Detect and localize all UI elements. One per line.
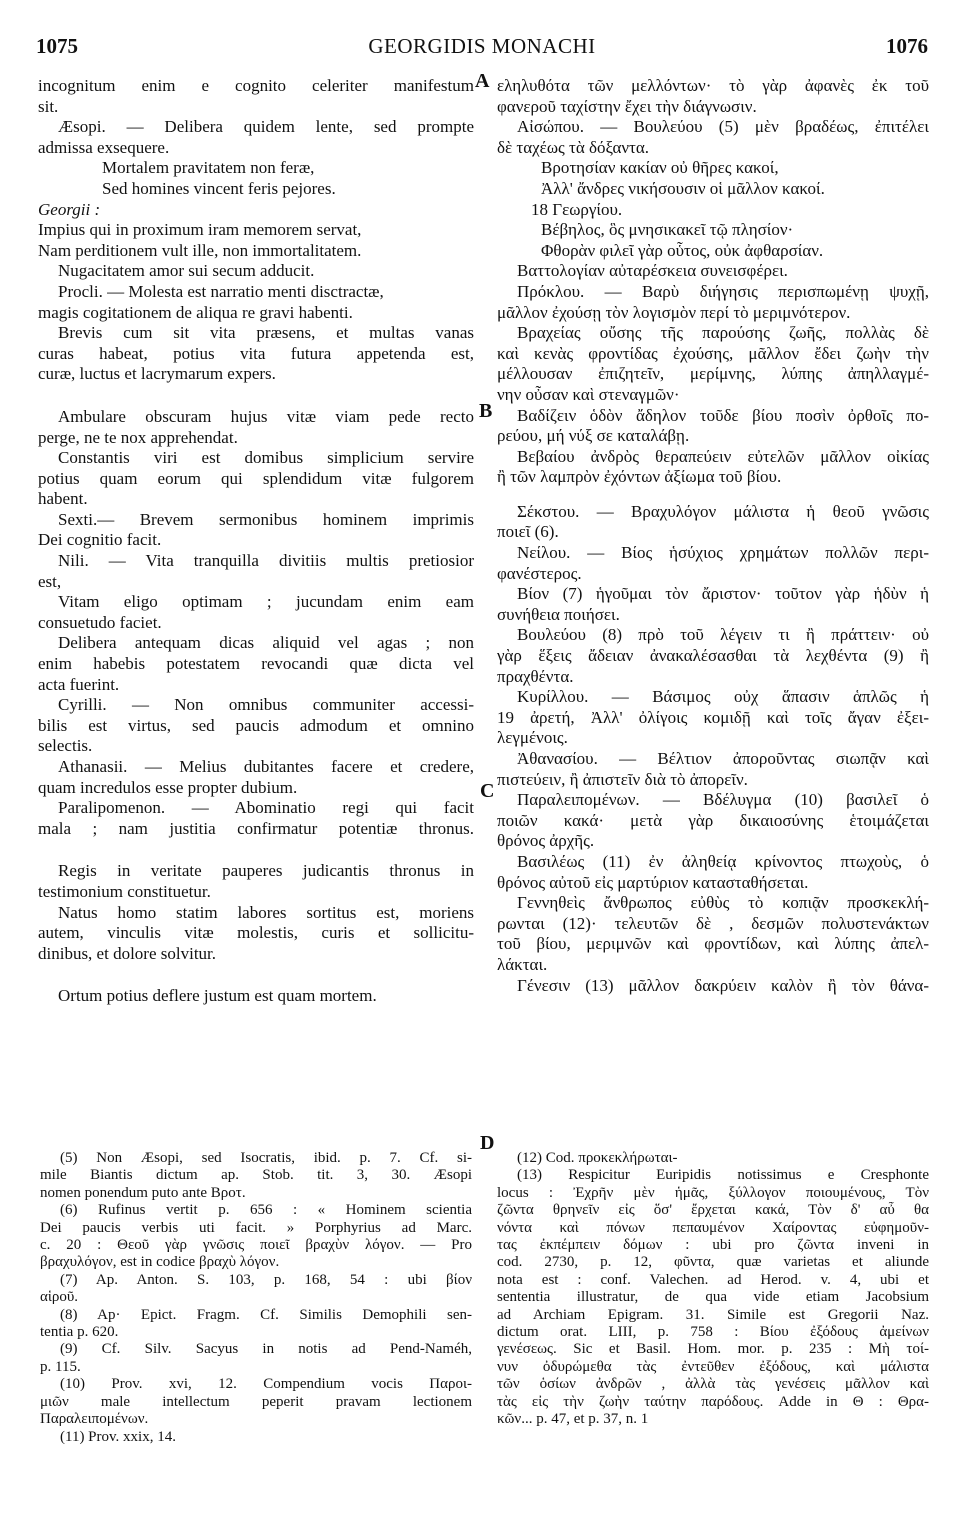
section-marker-b: B [479,400,493,422]
text-line: Nili. — Vita tranquilla divitiis multis pretiosior [58,551,474,571]
footnote-line: dictum orat. LIII, p. 758 : Βίου ἐξόδους ἀμείνων [497,1324,929,1341]
text-line: μᾶλλον ἐχούσῃ τὸν λογισμὸν περί τὸ μεριμνότερον. [497,302,851,322]
footnote-line: (9) Cf. Silv. Sacyus in notis ad Pend-Naméh, [60,1341,472,1358]
footnote-line: (8) Ap· Epict. Fragm. Cf. Similis Demophili sen- [60,1306,472,1323]
footnote-line: ad Archiam Epigram. 31. Simile est Gregorii Naz. [497,1306,929,1323]
text-line: ἢ τῶν λαμπρὸν ἐχόντων ἀξίωμα τοῦ βίου. [497,467,782,487]
text-line: καὶ κενὰς φροντίδας ἐχούσης, μᾶλλον ἔδει ζωὴν τὴν [497,343,929,363]
footnote-line: sententia illustratur, de qua vide etiam Jacobsium [497,1289,929,1306]
text-line: λεγμένοις. [497,728,568,748]
text-line: Κυρίλλου. — Βάσιμος οὐχ ἅπασιν ἁπλῶς ἡ [517,687,929,707]
text-line: δὲ ταχέως τὰ δόξαντα. [497,137,650,157]
text-line: est, [38,571,62,591]
text-line: sit. [38,96,59,116]
text-line: habent. [38,489,88,509]
text-line: testimonium constituetur. [38,881,211,901]
text-line: Regis in veritate pauperes judicantis thronus in [58,861,474,881]
text-line: πιστεύειν, ἢ ἀπιστεῖν διὰ τὸ ἀπορεῖν. [497,769,748,789]
text-line: Βαττολογίαν αὐταρέσκεια συνεισφέρει. [517,261,788,281]
text-line: λάκται. [497,954,548,974]
footnote-line: c. 20 : Θεοῦ γὰρ γνῶσις ποιεῖ βραχὺν λόγον. — Pro [40,1237,472,1254]
text-line: Dei cognitio facit. [38,530,162,550]
text-line: Delibera antequam dicas aliquid vel agas ; non [58,633,474,653]
text-line: Sexti.— Brevem sermonibus hominem imprimis [58,509,474,529]
text-line: ποιεῖ (6). [497,522,559,542]
text-line: Γένεσιν (13) μᾶλλον δακρύειν καλὸν ἢ τὸν θάνα- [517,975,929,995]
greek-column [497,76,929,996]
running-header [36,34,928,62]
footnote-line: ζῶντα θρηνεῖν εἰς ὅσ' ἔρχεται κακά, Τὸν δ' αὖ θα [497,1202,929,1219]
text-line: Αἰσώπου. — Βουλεύου (5) μὲν βραδέως, ἐπιτέλει [517,117,929,137]
footnote-line: (12) Cod. προκεκλήρωται- [517,1150,678,1166]
footnote-line: tentia p. 620. [40,1324,119,1341]
text-line: Νείλου. — Βίος ἡσύχιος χρημάτων πολλῶν περι- [517,543,929,563]
text-line: magis cogitationem de aliqua re gravi habenti. [38,302,353,322]
footnote-line: (7) Ap. Anton. S. 103, p. 168, 54 : ubi βίον [60,1271,472,1288]
footnote-line: locus : Ἐχρῆν μὲν ἡμᾶς, ξύλλογον ποιουμένους, Τὸν [497,1184,929,1201]
text-line: enim habebis potestatem revocandi quæ dicta vel [38,654,474,674]
footnote-line: mile Biantis dictum ap. Stob. tit. 3, 30. Æsopi [40,1167,472,1184]
text-line: selectis. [38,736,93,756]
text-line: Βουλεύου (8) πρὸ τοῦ λέγειν τι ἢ πράττειν· οὐ [517,625,929,645]
text-line: πραχθέντα. [497,666,574,686]
paragraph-gap [497,488,929,502]
paragraph-gap [38,385,474,407]
text-line: Σέκστου. — Βραχυλόγον μάλιστα ἡ θεοῦ γνῶσις [517,501,929,521]
text-line: συνήθεια ποιήσει. [497,604,620,624]
text-line: Nugacitatem amor sui secum adducit. [58,261,315,281]
footnote-line: γενέσεως. Sic et Basil. Hom. mor. p. 235 : Μὴ τοί- [497,1341,929,1358]
text-line: Constantis viri est domibus simplicium servire [58,448,474,468]
footnote-line: τὰς εἰς τὴν ζωὴν ταύτην παρόδους. Adde in Θ : Θρα- [497,1393,929,1410]
text-line: Athanasii. — Melius dubitantes facere et credere, [58,757,474,776]
text-line: θρόνος ἀρχῆς. [497,831,595,851]
footnotes-left [40,1150,472,1446]
section-marker-c: C [480,780,495,802]
text-line: φανεροῦ ταχίστην ἔχει τὴν διάγνωσιν. [497,96,757,116]
text-line: εληλυθότα τῶν μελλόντων· τὸ γὰρ ἀφανὲς ἐκ τοῦ [497,76,929,95]
running-title: GEORGIDIS MONACHI [368,34,596,58]
text-line: Natus homo statim labores sortitus est, moriens [58,902,474,922]
text-line: ρεύου, μή νύξ σε καταλάβῃ. [497,426,690,446]
footnote-line: τῶν ὁσίων ἀνδρῶν , ἀλλὰ τὰς γενέσεις μᾶλλον καὶ [497,1376,929,1393]
text-line: consuetudo faciet. [38,612,162,632]
text-line: Vitam eligo optimam ; jucundam enim eam [58,592,474,612]
footnote-line: (10) Prov. xvi, 12. Compendium vocis Παροι- [60,1376,472,1393]
text-line: νην οὖσαν καὶ στεναγμῶν· [497,384,680,404]
paragraph-gap [38,964,474,986]
text-line: autem, vinculis vitæ molestis, curis et sollicitu- [38,923,474,943]
text-line: Sed homines vincent feris pejores. [102,178,336,198]
text-line: potius quam eorum qui splendidum vitæ fulgorem [38,468,474,488]
footnote-line: nota est : conf. Valechen. ad Herod. v. 4, ubi et [497,1271,929,1288]
footnote-line: νυν ὀδυρώμεθα τὰς ἐντεῦθεν ἐξόδους, καὶ μάλιστα [497,1358,929,1375]
text-line: bilis est virtus, sed paucis admodum et omnino [38,715,474,735]
text-line: Ortum potius deflere justum est quam mortem. [58,986,377,1006]
latin-column [38,76,474,1007]
paragraph-gap [38,839,474,861]
footnote-line: Dei paucis verbis uti facit. » Porphyrius ad Marc. [40,1219,472,1236]
footnote-line: (5) Non Æsopi, sed Isocratis, ibid. p. 7. Cf. si- [60,1150,472,1166]
footnote-line: (6) Rufinus vertit p. 656 : « Hominem scientia [60,1202,472,1219]
page-number-left: 1075 [36,34,78,58]
text-line: Πρόκλου. — Βαρὺ διήγησις περισπωμένῃ ψυχῇ, [517,281,929,301]
text-line: admissa exsequere. [38,137,170,157]
footnote-line: αἱροῦ. [40,1289,79,1306]
text-line: perge, ne te nox apprehendat. [38,427,238,447]
text-line: Mortalem pravitatem non feræ, [102,158,315,178]
text-line: Βεβαίου ἀνδρὸς θεραπεύειν εὐτελῶν μᾶλλον οἰκίας [517,446,929,466]
text-line: dinibus, et dolore solvitur. [38,943,217,963]
text-line: μέλλουσαν ἐπιζητεῖν, μερίμνης, λύπης ἀπηλλαγμέ- [497,364,929,384]
text-line: θρόνος αὐτοῦ εἰς μαρτύριον κατασταθήσεται. [497,872,809,892]
text-line: φανέστερος. [497,563,582,583]
footnote-line: cod. 2730, p. 12, φῦντα, quæ varietas et aliunde [497,1254,929,1271]
text-line: Georgii : [38,199,101,219]
text-line: Βαδίζειν ὁδὸν ἄδηλον τοῦδε βίου ποσὶν ὀρθοῖς πο- [517,405,929,425]
text-line: ρωνται (12)· τελευτῶν δὲ , δεσμῶν πολυστενάκτων [497,913,929,933]
text-line: Ἀλλ' ἄνδρες νικήσουσιν οἱ μᾶλλον κακοί. [541,178,825,198]
text-line: Βασιλέως (11) ἐν ἀληθείᾳ κρίνοντος πτωχοὺς, ὁ [517,851,929,871]
footnote-line: Παραλειπομένων. [40,1411,149,1428]
footnote-line: (11) Prov. xxix, 14. [60,1428,176,1445]
footnote-line: μιῶν male intellectum peperit pravam lectionem [40,1393,472,1410]
text-line: curas habeat, potius vita futura appetenda est, [38,343,474,363]
footnote-line: βραχυλόγον, est in codice βραχὺ λόγον. [40,1254,280,1271]
text-line: Βίον (7) ἡγοῦμαι τὸν ἄριστον· τοῦτον γὰρ ἡδὺν ἡ [517,584,929,604]
text-line: Nam perditionem vult ille, non immortalitatem. [38,240,362,260]
footnote-line: τας ἐκπέμπειν δόμων : ubi pro ζῶντα inveni in [497,1237,929,1254]
text-line: mala ; nam justitia confirmatur potentiæ thronus. [38,818,474,838]
text-line: γὰρ ἕξεις ἄδειαν ἀνακαλέσασθαι τὰ λεχθέντα (9) ἢ [497,646,929,666]
text-line: Φθορὰν φιλεῖ γὰρ οὗτος, οὐκ ἀφθαρσίαν. [541,240,824,260]
text-line: Ambulare obscuram hujus vitæ viam pede recto [58,406,474,426]
text-line: Æsopi. — Delibera quidem lente, sed prompte [58,117,474,137]
text-line: acta fuerint. [38,674,120,694]
text-line: curæ, luctus et lacrymarum expers. [38,364,276,384]
text-line: Γεννηθεὶς ἄνθρωπος εὐθὺς τὸ κοπιᾷν προσκεκλή- [517,893,929,913]
text-line: Brevis cum sit vita præsens, et multas vanas [58,323,474,343]
text-line: Procli. — Molesta est narratio menti disctractæ, [58,281,384,301]
text-line: Παραλειπομένων. — Βδέλυγμα (10) βασιλεῖ ὁ [517,790,929,810]
text-line: Cyrilli. — Non omnibus communiter accessi- [58,695,474,715]
section-marker-a: A [475,70,490,92]
text-line: Βέβηλος, ὃς μνησικακεῖ τῷ πλησίον· [541,220,794,240]
text-line: Ἀθανασίου. — Βέλτιον ἀποροῦντας σιωπᾷν καὶ [517,749,929,768]
text-line: 19 ἀρετή, Ἀλλ' ὀλίγοις κομιδῇ καὶ τοῖς ἄγαν ἐξει- [497,707,929,727]
footnote-line: nomen ponendum puto ante Βροτ. [40,1184,246,1201]
text-line: quam incredulos esse propter dubium. [38,777,298,797]
text-line: Paralipomenon. — Abominatio regi qui facit [58,798,474,818]
section-marker-d: D [480,1132,495,1154]
page-number-right: 1076 [886,34,928,58]
text-line: Impius qui in proximum iram memorem servat, [38,220,362,240]
footnote-line: κῶν... p. 47, et p. 37, n. 1 [497,1411,649,1428]
footnote-line: νόντα καὶ πόνων πεπαυμένον Χαίροντας εὐφημοῦν- [497,1219,929,1236]
footnotes-right [497,1150,929,1429]
text-line: Βροτησίαν κακίαν οὐ θῆρες κακοί, [541,158,779,178]
text-line: ποιῶν κακά· μετὰ γὰρ δικαιοσύνης ἑτοιμάζεται [497,810,929,830]
text-line: Βραχείας οὔσης τῆς παρούσης ζωῆς, πολλὰς δὲ [517,323,929,343]
text-line: τοῦ βίου, μεριμνῶν καὶ φροντίδων, καὶ λύπης ἀπελ- [497,934,929,954]
text-line: incognitum enim e cognito celeriter manifestum [38,76,474,95]
footnote-line: p. 115. [40,1358,81,1375]
text-line: 18 Γεωργίου. [531,199,623,219]
footnote-line: (13) Respicitur Euripidis notissimus e Cresphonte [517,1167,929,1184]
